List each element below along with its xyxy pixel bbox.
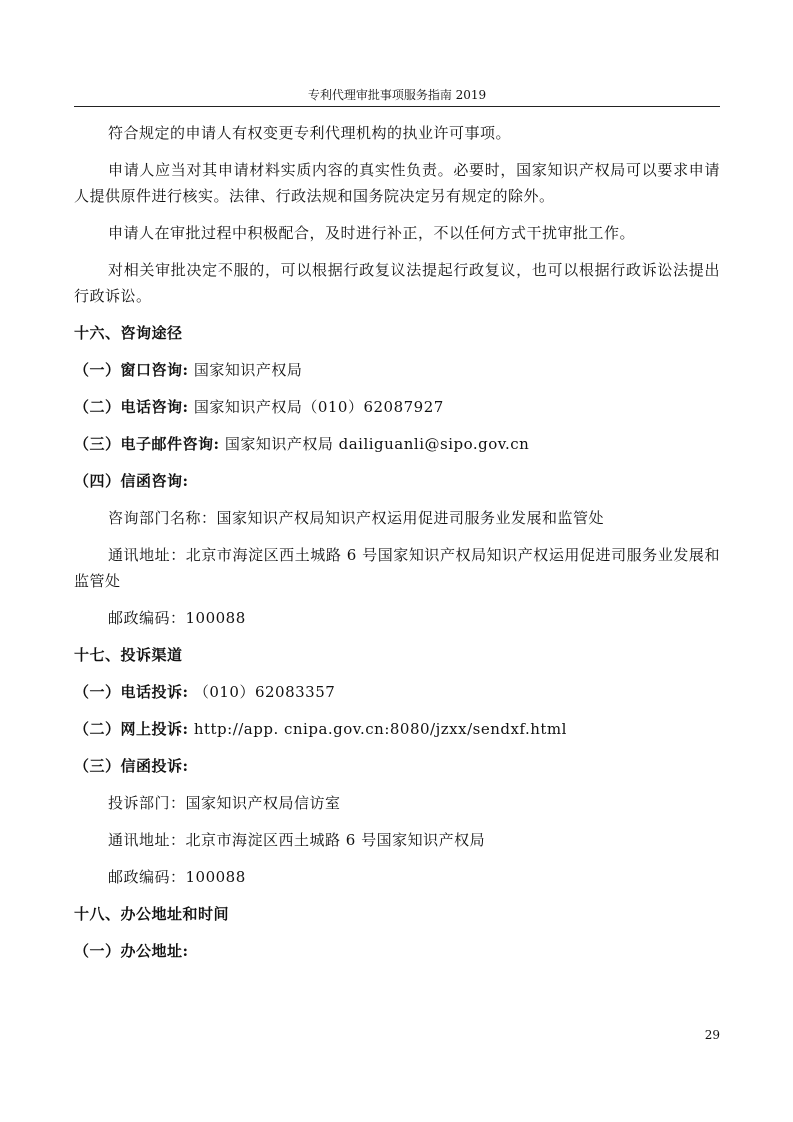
email-consult-value: 国家知识产权局 dailiguanli@sipo.gov.cn: [224, 435, 530, 453]
phone-complaint-row: [74, 679, 720, 705]
header-divider: [74, 106, 720, 107]
office-address-row: [74, 938, 720, 964]
consult-address: 通讯地址：北京市海淀区西土城路 6 号国家知识产权局知识产权运用促进司服务业发展和监管处: [74, 546, 720, 590]
section-18-heading: 十八、办公地址和时间: [74, 905, 230, 923]
page-number: 29: [704, 1028, 720, 1042]
window-consult-row: [74, 357, 720, 383]
phone-complaint-label: （一）电话投诉:: [74, 683, 189, 701]
online-complaint-link[interactable]: http://app. cnipa.gov.cn:8080/jzxx/sendxf.html: [193, 720, 567, 738]
email-consult-row: [74, 431, 720, 457]
consult-postcode: 邮政编码：100088: [108, 609, 246, 627]
phone-consult-label: （二）电话咨询:: [74, 398, 189, 416]
phone-complaint-value: （010）62083357: [193, 683, 336, 701]
window-consult-label: （一）窗口咨询:: [74, 361, 189, 379]
consult-department: 咨询部门名称：国家知识产权局知识产权运用促进司服务业发展和监管处: [108, 509, 605, 527]
letter-complaint-label: （三）信函投诉:: [74, 757, 189, 775]
online-complaint-row: [74, 716, 720, 742]
letter-complaint-row: [74, 753, 720, 779]
page-content: [74, 120, 720, 975]
online-complaint-label: （二）网上投诉:: [74, 720, 189, 738]
section-17-heading: 十七、投诉渠道: [74, 646, 183, 664]
window-consult-value: 国家知识产权局: [193, 361, 303, 379]
email-consult-label: （三）电子邮件咨询:: [74, 435, 220, 453]
section-16-heading: 十六、咨询途径: [74, 324, 183, 342]
page-header-title: 专利代理审批事项服务指南 2019: [307, 88, 487, 102]
paragraph-cooperation: 申请人在审批过程中积极配合，及时进行补正，不以任何方式干扰审批工作。: [108, 224, 636, 242]
phone-consult-row: [74, 394, 720, 420]
complaint-address: 通讯地址：北京市海淀区西土城路 6 号国家知识产权局: [108, 831, 486, 849]
paragraph-truthfulness: 申请人应当对其申请材料实质内容的真实性负责。必要时，国家知识产权局可以要求申请人提供原件进行核实。法律、行政法规和国务院决定另有规定的除外。: [74, 161, 720, 205]
letter-consult-row: [74, 468, 720, 494]
complaint-postcode: 邮政编码：100088: [108, 868, 246, 886]
office-address-label: （一）办公地址:: [74, 942, 189, 960]
paragraph-change-rights: 符合规定的申请人有权变更专利代理机构的执业许可事项。: [108, 124, 512, 142]
complaint-department: 投诉部门：国家知识产权局信访室: [108, 794, 341, 812]
letter-consult-label: （四）信函咨询:: [74, 472, 189, 490]
phone-consult-value: 国家知识产权局（010）62087927: [193, 398, 444, 416]
paragraph-appeal: 对相关审批决定不服的，可以根据行政复议法提起行政复议，也可以根据行政诉讼法提出行政诉讼。: [74, 261, 720, 305]
